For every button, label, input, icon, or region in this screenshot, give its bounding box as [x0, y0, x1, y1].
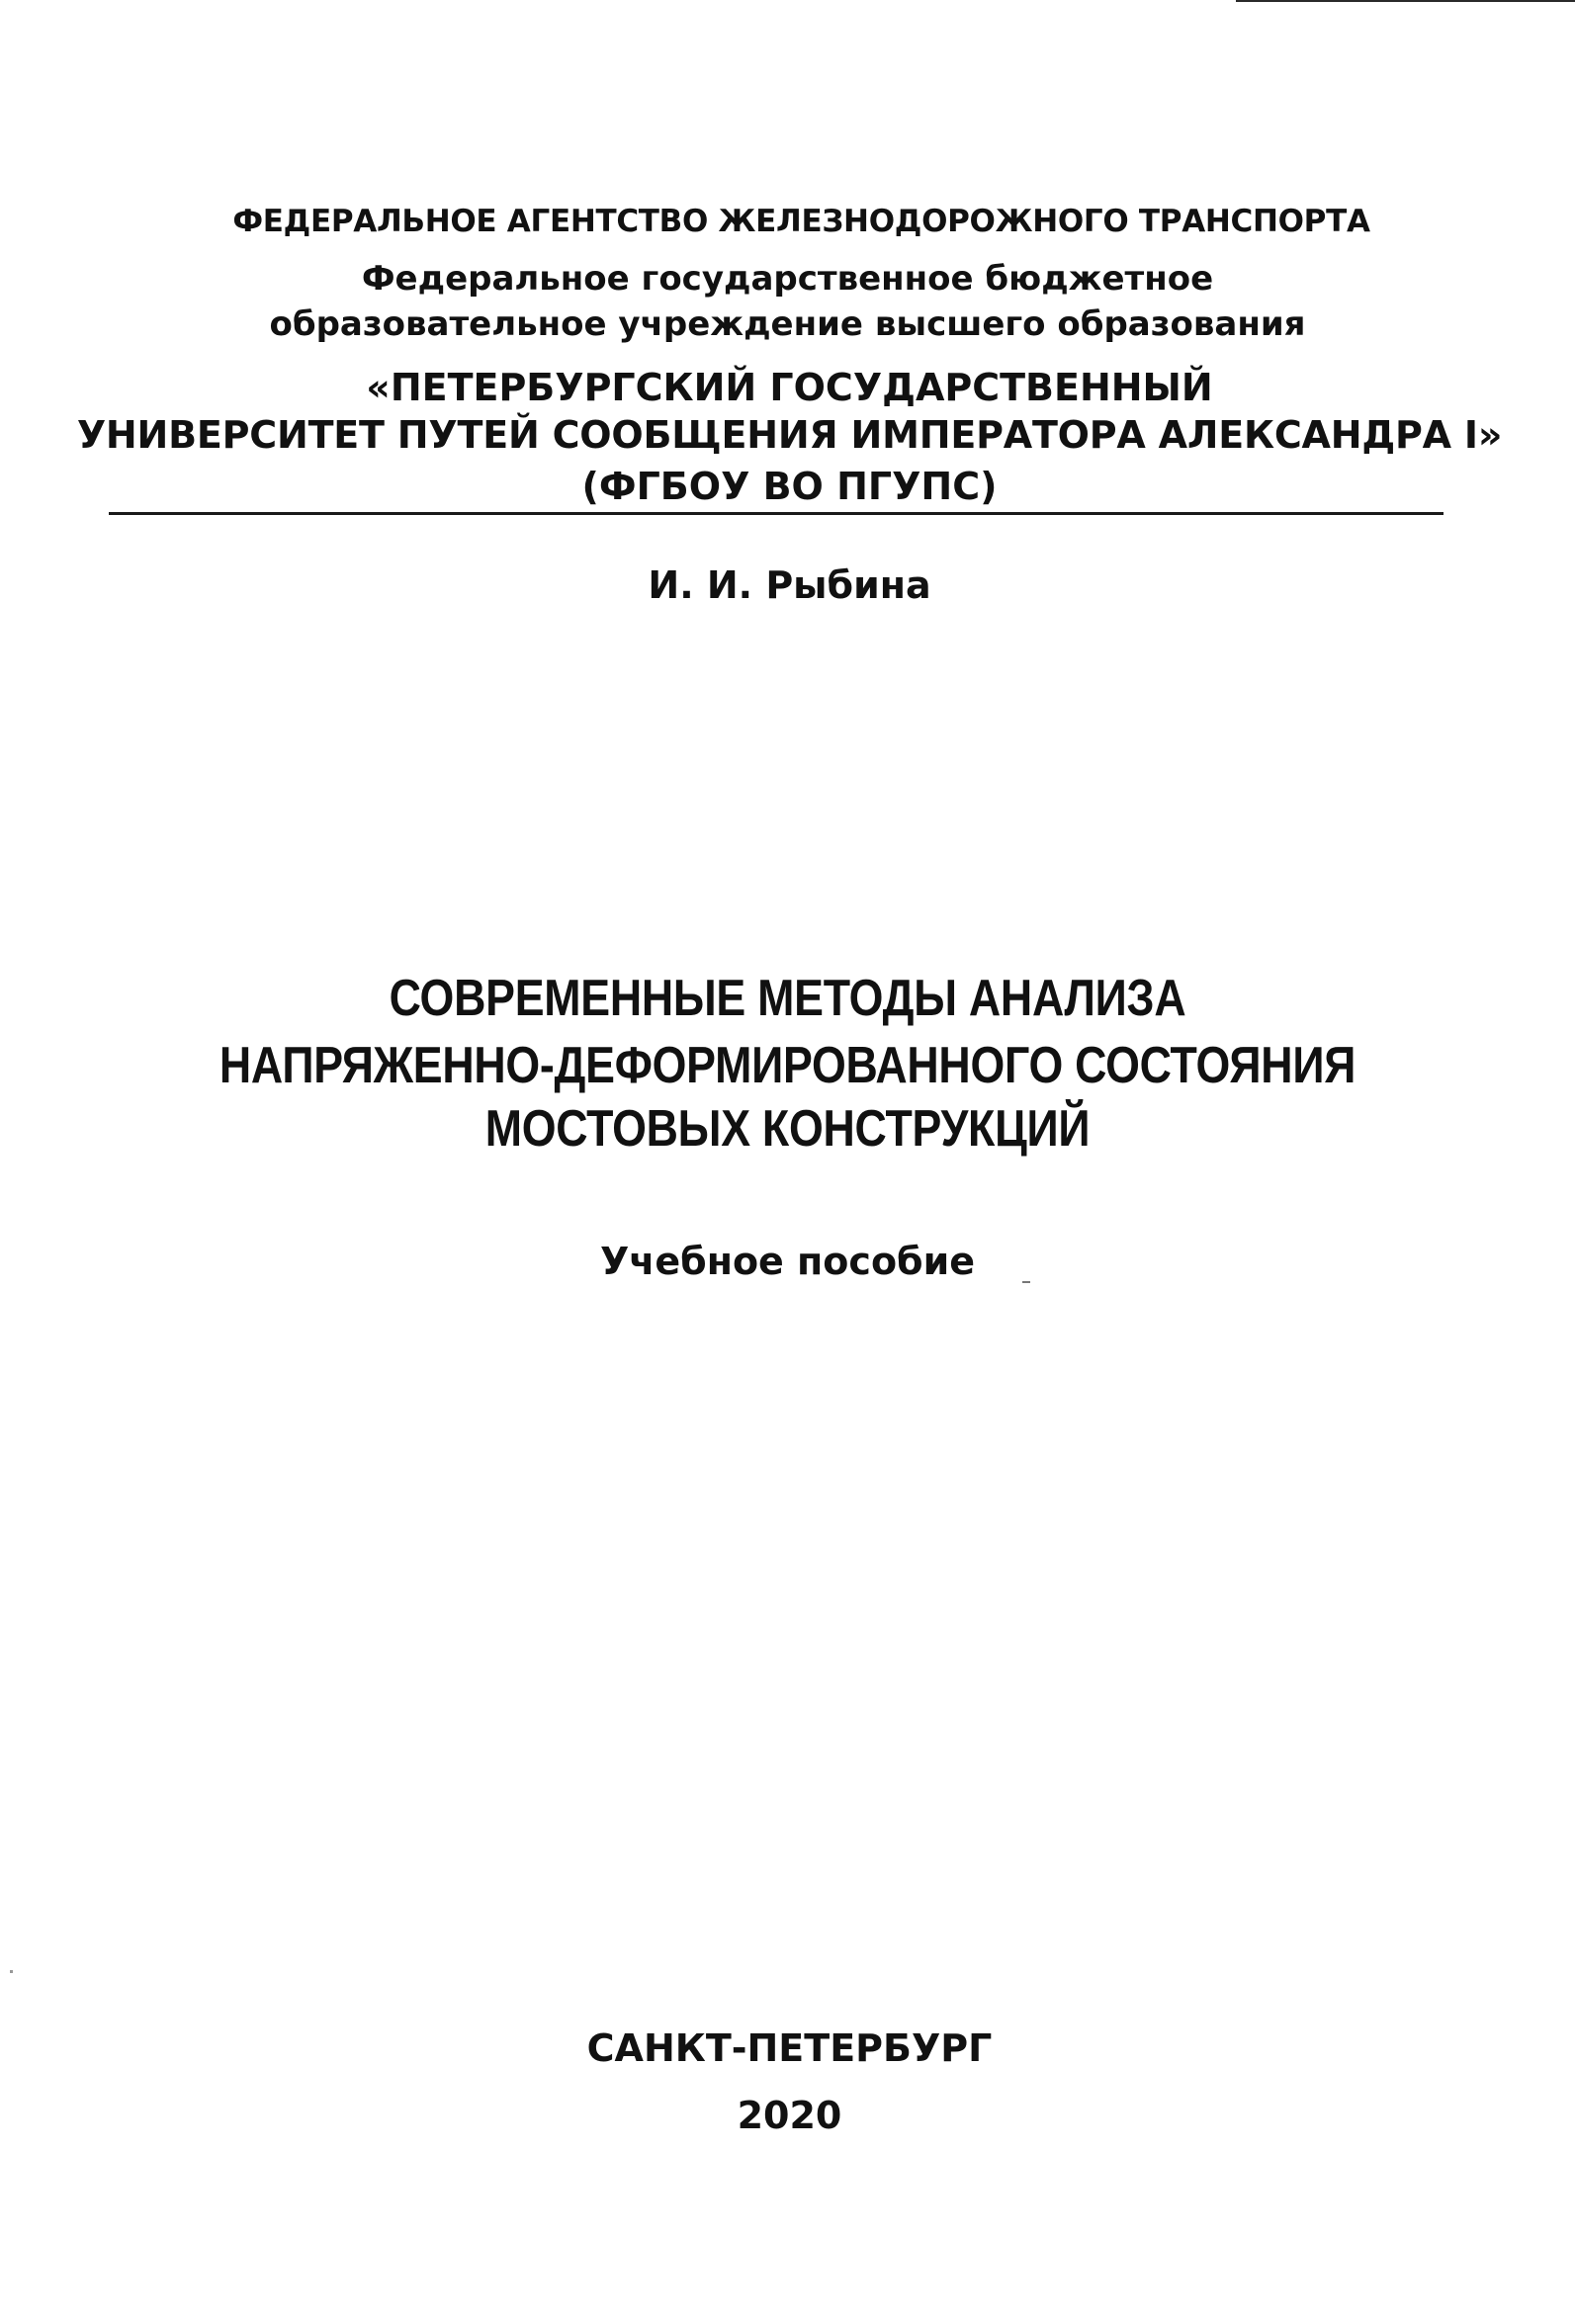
- book-subtitle: Учебное пособие: [600, 1240, 975, 1283]
- book-title-line3: МОСТОВЫХ КОНСТРУКЦИЙ: [484, 1100, 1091, 1158]
- institution-type-line2: образовательное учреждение высшего образования: [269, 304, 1306, 344]
- agency-name: ФЕДЕРАЛЬНОЕ АГЕНТСТВО ЖЕЛЕЗНОДОРОЖНОГО ТРАНСПОРТА: [232, 204, 1370, 239]
- scan-speck: [1022, 1281, 1030, 1283]
- book-title-line2: НАПРЯЖЕННО-ДЕФОРМИРОВАННОГО СОСТОЯНИЯ: [219, 1037, 1356, 1094]
- scan-edge-line: [1236, 0, 1575, 2]
- book-title-line1: СОВРЕМЕННЫЕ МЕТОДЫ АНАЛИЗА: [389, 970, 1186, 1027]
- university-name-line2: УНИВЕРСИТЕТ ПУТЕЙ СООБЩЕНИЯ ИМПЕРАТОРА АЛЕКСАНДРА I»: [76, 413, 1503, 457]
- scan-speck: [10, 1970, 13, 1973]
- header-divider: [109, 512, 1444, 515]
- university-name-line1: «ПЕТЕРБУРГСКИЙ ГОСУДАРСТВЕННЫЙ: [366, 366, 1213, 409]
- publication-year: 2020: [737, 2094, 842, 2137]
- university-abbreviation: (ФГБОУ ВО ПГУПС): [581, 465, 998, 508]
- publication-city: САНКТ-ПЕТЕРБУРГ: [586, 2026, 993, 2070]
- institution-type-line1: Федеральное государственное бюджетное: [361, 259, 1214, 299]
- author-name: И. И. Рыбина: [648, 563, 931, 607]
